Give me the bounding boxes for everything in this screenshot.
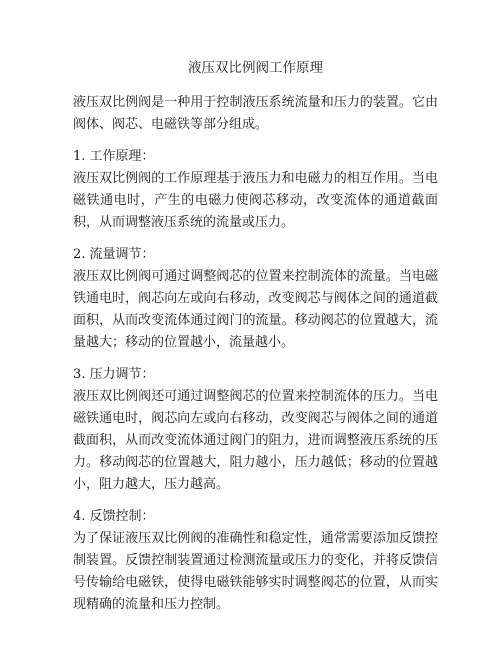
intro-paragraph: 液压双比例阀是一种用于控制液压系统流量和压力的装置。它由阀体、阀芯、电磁铁等部分组成。 <box>73 95 438 132</box>
section-text: 为了保证液压双比例阀的准确性和稳定性，通常需要添加反馈控制装置。反馈控制装置通过检测流量或压力的变化，并将反馈信号传输给电磁铁，使得电磁铁能够实时调整阀芯的位置，从而实现精确的流量和压力控制。 <box>73 531 438 612</box>
section-heading: 1. 工作原理： <box>73 149 155 164</box>
section-text: 液压双比例阀可通过调整阀芯的位置来控制流体的流量。当电磁铁通电时，阀芯向左或向右移动，改变阀芯与阀体之间的通道截面积，从而改变流体通过阀门的流量。移动阀芯的位置越大，流量越大；移动的位置越小，流量越小。 <box>73 269 438 350</box>
section-heading: 3. 压力调节： <box>73 367 155 382</box>
section-heading: 4. 反馈控制： <box>73 509 155 524</box>
section-flow-regulation <box>73 244 438 354</box>
section-heading: 2. 流量调节： <box>73 247 155 262</box>
section-working-principle <box>73 146 438 234</box>
section-pressure-regulation <box>73 364 438 496</box>
document-title: 液压双比例阀工作原理 <box>188 60 323 76</box>
section-feedback-control <box>73 506 438 616</box>
section-text: 液压双比例阀的工作原理基于液压力和电磁力的相互作用。当电磁铁通电时，产生的电磁力使阀芯移动，改变流体的通道截面积，从而调整液压系统的流量或压力。 <box>73 171 438 230</box>
section-text: 液压双比例阀还可通过调整阀芯的位置来控制流体的压力。当电磁铁通电时，阀芯向左或向右移动，改变阀芯与阀体之间的通道截面积，从而改变流体通过阀门的阻力，进而调整液压系统的压力。移动阀芯的位置越大，阻力越小，压力越低；移动的位置越小，阻力越大，压力越高。 <box>73 389 438 492</box>
